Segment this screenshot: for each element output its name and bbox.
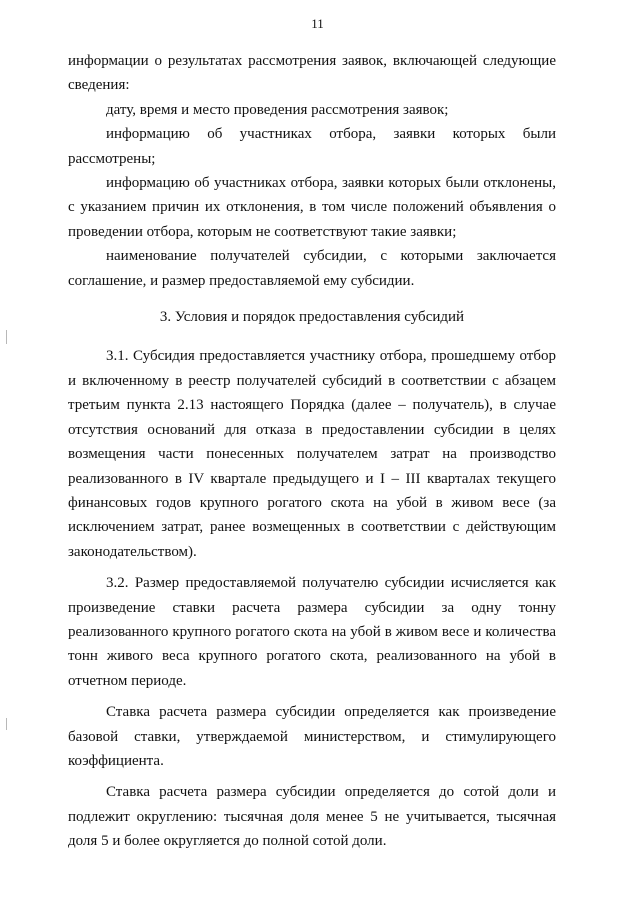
paragraph-rate-definition: Ставка расчета размера субсидии определяется как произведение базовой ставки, утверждаемой министерством, и стимулирующего коэффициента. (68, 704, 556, 769)
list-item-rejected: информацию об участниках отбора, заявки которых были отклонены, с указанием причин их отклонения, в том числе положений объявления о проведении отбора, которым не соответствуют такие заявки; (68, 175, 556, 240)
scan-margin-mark (6, 718, 7, 730)
paragraph-rate-rounding: Ставка расчета размера субсидии определяется до сотой доли и подлежит округлению: тысячная доля менее 5 не учитывается, тысячная доля 5 и более округляется до полной сотой доли. (68, 784, 556, 850)
list-item-reviewed: информацию об участниках отбора, заявки которых были рассмотрены; (68, 126, 556, 167)
paragraph-intro: информации о результатах рассмотрения заявок, включающей следующие сведения: (68, 53, 556, 94)
clause-3-2: 3.2. Размер предоставляемой получателю субсидии исчисляется как произведение ставки расчета размера субсидии за одну тонну реализованного крупного рогатого скота на убой в живом весе и количества тонн живого веса крупного рогатого скота, реализованного на убой в отчетном периоде. (68, 575, 556, 689)
page-number: 11 (311, 16, 324, 31)
clause-3-1: 3.1. Субсидия предоставляется участнику отбора, прошедшему отбор и включенному в реестр получателей субсидий в соответствии с абзацем третьим пункта 2.13 настоящего Порядка (далее – получатель), в случае отсутствия оснований для отказа в предоставлении субсидии в целях возмещения части понесенных получателем затрат на производство реализованного в IV квартале предыдущего и I – III кварталах текущего финансовых годов крупного рогатого скота на убой в живом весе (за исключением затрат, ранее возмещенных в соответствии с действующим законодательством). (68, 348, 556, 560)
list-item-recipients: наименование получателей субсидии, с которыми заключается соглашение, и размер предоставляемой ему субсидии. (68, 248, 556, 289)
section-heading: 3. Условия и порядок предоставления субсидий (159, 309, 465, 326)
list-item-date: дату, время и место проведения рассмотрения заявок; (106, 101, 449, 118)
document-body (68, 49, 556, 854)
scan-margin-mark (6, 330, 7, 344)
